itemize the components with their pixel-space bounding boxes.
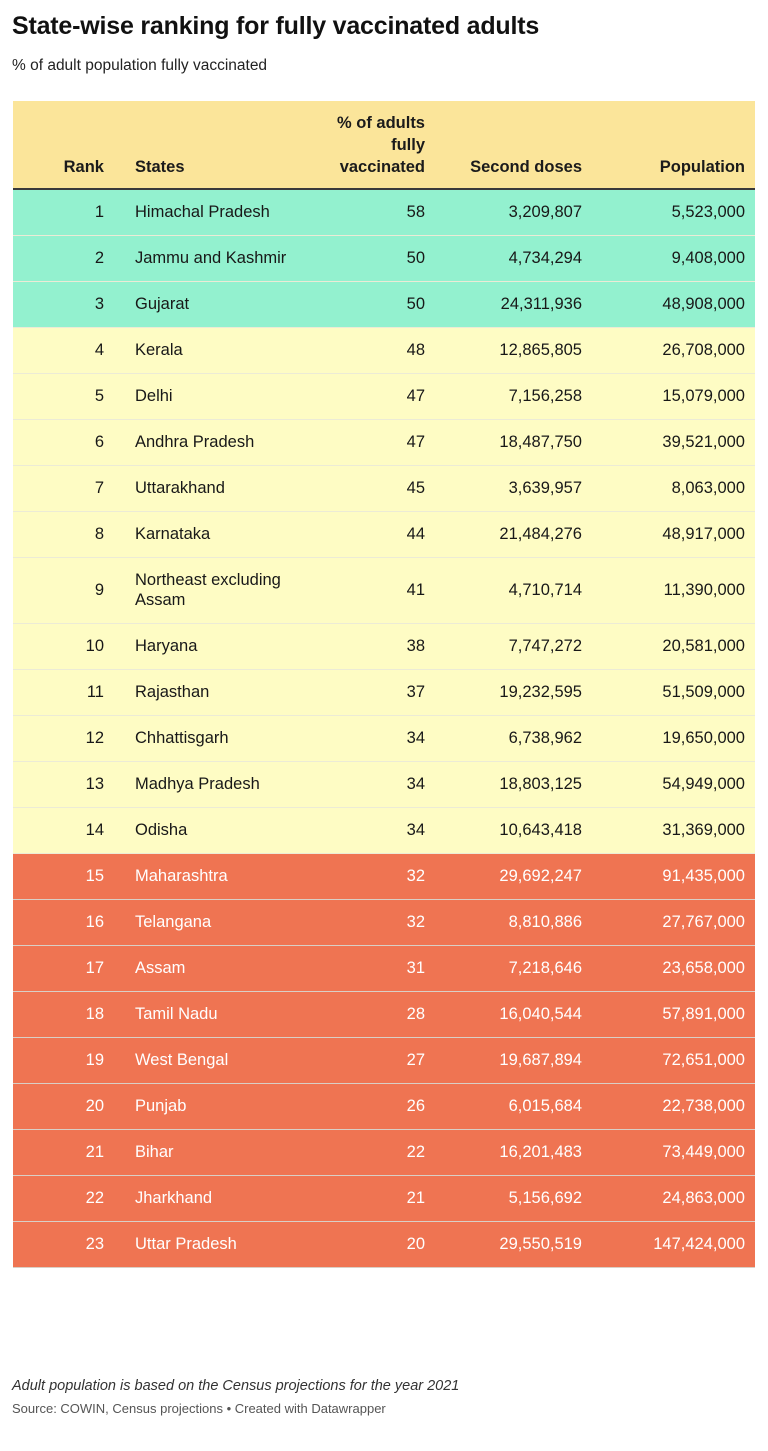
state-cell: Chhattisgarh: [117, 715, 307, 761]
population-cell: 24,863,000: [592, 1175, 755, 1221]
population-cell: 8,063,000: [592, 465, 755, 511]
population-cell: 48,917,000: [592, 511, 755, 557]
second-doses-cell: 6,015,684: [435, 1083, 592, 1129]
table-row: [13, 373, 755, 419]
percent-cell: 32: [307, 853, 435, 899]
percent-cell: 44: [307, 511, 435, 557]
rank-cell: 12: [13, 715, 117, 761]
state-cell: Himachal Pradesh: [117, 189, 307, 235]
state-cell: Uttarakhand: [117, 465, 307, 511]
state-cell: Kerala: [117, 327, 307, 373]
rank-cell: 5: [13, 373, 117, 419]
rank-cell: 11: [13, 669, 117, 715]
percent-cell: 34: [307, 807, 435, 853]
percent-cell: 58: [307, 189, 435, 235]
rank-cell: 16: [13, 899, 117, 945]
table-body: [13, 189, 755, 1267]
column-header-percent[interactable]: % of adults fully vaccinated: [307, 101, 435, 189]
table-header-row: [13, 101, 755, 189]
state-cell: West Bengal: [117, 1037, 307, 1083]
percent-cell: 41: [307, 557, 435, 623]
rank-cell: 17: [13, 945, 117, 991]
table-row: [13, 1175, 755, 1221]
state-cell: Madhya Pradesh: [117, 761, 307, 807]
column-header-rank[interactable]: Rank: [13, 101, 117, 189]
rank-cell: 22: [13, 1175, 117, 1221]
percent-cell: 28: [307, 991, 435, 1037]
population-cell: 26,708,000: [592, 327, 755, 373]
table-row: [13, 715, 755, 761]
population-cell: 22,738,000: [592, 1083, 755, 1129]
second-doses-cell: 19,687,894: [435, 1037, 592, 1083]
population-cell: 57,891,000: [592, 991, 755, 1037]
ranking-table: [13, 101, 755, 1268]
percent-cell: 32: [307, 899, 435, 945]
rank-cell: 8: [13, 511, 117, 557]
footnote: Adult population is based on the Census projections for the year 2021: [12, 1378, 460, 1394]
table-row: [13, 511, 755, 557]
state-cell: Karnataka: [117, 511, 307, 557]
second-doses-cell: 18,487,750: [435, 419, 592, 465]
population-cell: 11,390,000: [592, 557, 755, 623]
table-row: [13, 853, 755, 899]
second-doses-cell: 24,311,936: [435, 281, 592, 327]
table-row: [13, 465, 755, 511]
table-row: [13, 281, 755, 327]
column-header-population[interactable]: Population: [592, 101, 755, 189]
table-row: [13, 991, 755, 1037]
table-row: [13, 1037, 755, 1083]
population-cell: 27,767,000: [592, 899, 755, 945]
table-row: [13, 235, 755, 281]
population-cell: 5,523,000: [592, 189, 755, 235]
rank-cell: 7: [13, 465, 117, 511]
chart-title: State-wise ranking for fully vaccinated adults: [12, 12, 540, 40]
chart-subtitle: % of adult population fully vaccinated: [12, 57, 268, 74]
table-row: [13, 623, 755, 669]
rank-cell: 15: [13, 853, 117, 899]
population-cell: 48,908,000: [592, 281, 755, 327]
rank-cell: 18: [13, 991, 117, 1037]
state-cell: Punjab: [117, 1083, 307, 1129]
percent-cell: 37: [307, 669, 435, 715]
rank-cell: 4: [13, 327, 117, 373]
percent-cell: 22: [307, 1129, 435, 1175]
population-cell: 72,651,000: [592, 1037, 755, 1083]
table-row: [13, 899, 755, 945]
population-cell: 91,435,000: [592, 853, 755, 899]
percent-cell: 45: [307, 465, 435, 511]
second-doses-cell: 19,232,595: [435, 669, 592, 715]
population-cell: 39,521,000: [592, 419, 755, 465]
rank-cell: 23: [13, 1221, 117, 1267]
second-doses-cell: 10,643,418: [435, 807, 592, 853]
state-cell: Delhi: [117, 373, 307, 419]
state-cell: Tamil Nadu: [117, 991, 307, 1037]
population-cell: 23,658,000: [592, 945, 755, 991]
population-cell: 147,424,000: [592, 1221, 755, 1267]
population-cell: 19,650,000: [592, 715, 755, 761]
percent-cell: 38: [307, 623, 435, 669]
table-row: [13, 1129, 755, 1175]
percent-cell: 48: [307, 327, 435, 373]
second-doses-cell: 6,738,962: [435, 715, 592, 761]
second-doses-cell: 4,710,714: [435, 557, 592, 623]
second-doses-cell: 7,747,272: [435, 623, 592, 669]
second-doses-cell: 3,639,957: [435, 465, 592, 511]
rank-cell: 14: [13, 807, 117, 853]
table-row: [13, 807, 755, 853]
second-doses-cell: 7,156,258: [435, 373, 592, 419]
population-cell: 51,509,000: [592, 669, 755, 715]
rank-cell: 19: [13, 1037, 117, 1083]
percent-cell: 31: [307, 945, 435, 991]
percent-cell: 50: [307, 281, 435, 327]
state-cell: Northeast excluding Assam: [117, 557, 307, 623]
percent-cell: 34: [307, 761, 435, 807]
rank-cell: 1: [13, 189, 117, 235]
state-cell: Gujarat: [117, 281, 307, 327]
population-cell: 54,949,000: [592, 761, 755, 807]
rank-cell: 3: [13, 281, 117, 327]
rank-cell: 2: [13, 235, 117, 281]
rank-cell: 13: [13, 761, 117, 807]
second-doses-cell: 7,218,646: [435, 945, 592, 991]
rank-cell: 6: [13, 419, 117, 465]
second-doses-cell: 3,209,807: [435, 189, 592, 235]
percent-cell: 27: [307, 1037, 435, 1083]
percent-cell: 26: [307, 1083, 435, 1129]
population-cell: 15,079,000: [592, 373, 755, 419]
second-doses-cell: 21,484,276: [435, 511, 592, 557]
table-row: [13, 1221, 755, 1267]
population-cell: 9,408,000: [592, 235, 755, 281]
percent-cell: 47: [307, 373, 435, 419]
table-row: [13, 1083, 755, 1129]
second-doses-cell: 16,040,544: [435, 991, 592, 1037]
rank-cell: 10: [13, 623, 117, 669]
table-row: [13, 327, 755, 373]
table-row: [13, 189, 755, 235]
second-doses-cell: 4,734,294: [435, 235, 592, 281]
table-row: [13, 669, 755, 715]
second-doses-cell: 12,865,805: [435, 327, 592, 373]
second-doses-cell: 16,201,483: [435, 1129, 592, 1175]
percent-cell: 47: [307, 419, 435, 465]
rank-cell: 21: [13, 1129, 117, 1175]
second-doses-cell: 29,692,247: [435, 853, 592, 899]
state-cell: Jammu and Kashmir: [117, 235, 307, 281]
column-header-second-doses[interactable]: Second doses: [435, 101, 592, 189]
percent-cell: 50: [307, 235, 435, 281]
state-cell: Uttar Pradesh: [117, 1221, 307, 1267]
table-row: [13, 945, 755, 991]
second-doses-cell: 8,810,886: [435, 899, 592, 945]
column-header-states[interactable]: States: [117, 101, 307, 189]
table-row: [13, 557, 755, 623]
rank-cell: 9: [13, 557, 117, 623]
state-cell: Assam: [117, 945, 307, 991]
state-cell: Rajasthan: [117, 669, 307, 715]
state-cell: Telangana: [117, 899, 307, 945]
population-cell: 73,449,000: [592, 1129, 755, 1175]
percent-cell: 20: [307, 1221, 435, 1267]
table-row: [13, 761, 755, 807]
state-cell: Odisha: [117, 807, 307, 853]
source-line: Source: COWIN, Census projections • Created with Datawrapper: [12, 1401, 386, 1416]
rank-cell: 20: [13, 1083, 117, 1129]
state-cell: Bihar: [117, 1129, 307, 1175]
population-cell: 31,369,000: [592, 807, 755, 853]
table-row: [13, 419, 755, 465]
second-doses-cell: 5,156,692: [435, 1175, 592, 1221]
percent-cell: 34: [307, 715, 435, 761]
state-cell: Haryana: [117, 623, 307, 669]
second-doses-cell: 18,803,125: [435, 761, 592, 807]
percent-cell: 21: [307, 1175, 435, 1221]
state-cell: Andhra Pradesh: [117, 419, 307, 465]
second-doses-cell: 29,550,519: [435, 1221, 592, 1267]
state-cell: Maharashtra: [117, 853, 307, 899]
state-cell: Jharkhand: [117, 1175, 307, 1221]
population-cell: 20,581,000: [592, 623, 755, 669]
